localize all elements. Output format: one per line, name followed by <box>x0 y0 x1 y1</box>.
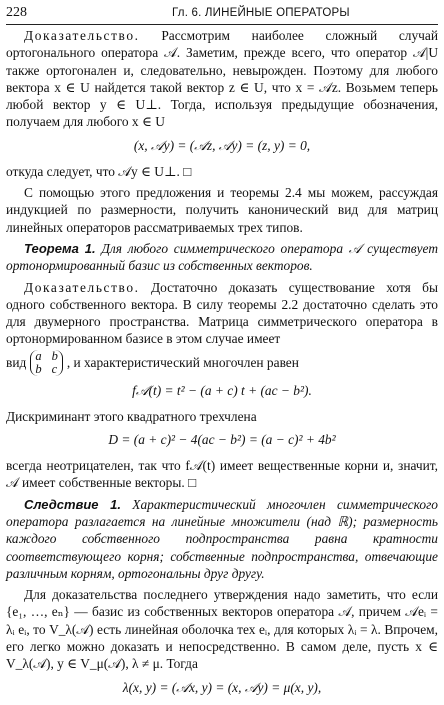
proof-label: Доказательство. <box>24 28 140 43</box>
discriminant-text: Дискриминант этого квадратного трехчлена <box>6 408 257 424</box>
theorem-label: Теорема 1. <box>24 240 96 256</box>
matrix-cell: a <box>35 348 42 363</box>
proof-conclusion-2: всегда неотрицателен, так что f𝒜(t) имеет вещественные корни и, значит, 𝒜 имеет собственные векторы. □ <box>6 458 438 491</box>
corollary-1 <box>6 496 438 582</box>
matrix-2x2 <box>30 350 63 376</box>
proof-conclusion: откуда следует, что 𝒜y ∈ U⊥. □ <box>6 163 192 179</box>
proof-text: Рассмотрим наиболее сложный случай ортогонального оператора 𝒜. Заметим, прежде всего, что оператор 𝒜|U также ортогонален и, следовательно, невырожден. Поэтому для любого вектора x ∈ U найдется такой вектор z ∈ U, что x = 𝒜z. Возьмем теперь любой вектор y ∈ U⊥. Тогда, используя предыдущие обозначения, получаем для любого x ∈ U <box>6 28 438 130</box>
matrix-prefix: вид <box>6 355 27 371</box>
theorem-1 <box>6 240 438 275</box>
matrix-cell: b <box>51 348 58 363</box>
formula-orthogonality: (x, 𝒜y) = (𝒜z, 𝒜y) = (z, y) = 0, <box>133 137 311 153</box>
proof-paragraph-2 <box>6 279 438 348</box>
matrix-suffix: , и характеристический многочлен равен <box>66 355 299 371</box>
proof-paragraph-3: Для доказательства последнего утверждения надо заметить, что если {e₁, …, eₙ} — базис из собственных векторов оператора 𝒜, причем 𝒜eᵢ = λᵢ eᵢ, то V_λ(𝒜) есть линейная оболочка тех eᵢ, для которых λᵢ = λ. Впрочем, его легко можно доказать и непосредственно. В самом деле, пусть x ∈ V_λ(𝒜), y ∈ V_μ(𝒜), λ ≠ μ. Тогда <box>6 587 438 672</box>
formula-eigen-orthogonality: λ(x, y) = (𝒜x, y) = (x, 𝒜y) = μ(x, y), <box>122 679 322 695</box>
induction-paragraph: С помощью этого предложения и теоремы 2.4 мы можем, рассуждая индукцией по размерности, получить канонический вид для матриц линейных операторов рассматриваемых трех типов. <box>6 185 438 235</box>
proof-text: Достаточно доказать существование хотя бы одного собственного вектора. В силу теоремы 2.2 достаточно сделать это для двумерного пространства. Матрица симметрического оператора в ортонормированном базисе в этом случае имеет <box>6 279 438 347</box>
formula-discriminant: D = (a + c)² − 4(ac − b²) = (a − c)² + 4b² <box>108 432 336 448</box>
corollary-label: Следствие 1. <box>24 496 121 512</box>
proof-label: Доказательство. <box>24 279 140 295</box>
chapter-title: Гл. 6. ЛИНЕЙНЫЕ ОПЕРАТОРЫ <box>172 7 350 19</box>
theorem-text: Для любого симметрического оператора 𝒜 существует ортонормированный базис из собственных векторов. <box>6 240 438 274</box>
proof-paragraph-1 <box>6 27 438 131</box>
formula-char-poly: f𝒜(t) = t² − (a + c) t + (ac − b²). <box>132 382 312 398</box>
running-header <box>6 2 438 25</box>
corollary-text: Характеристический многочлен симметрического оператора разлагается на линейные множители (над ℝ); размерность каждого собственного подпространства равна кратности соответствующего корня; собственные подпространства, отвечающие различным корням, ортогональны друг другу. <box>6 496 438 581</box>
page-body <box>6 27 438 705</box>
page-number: 228 <box>6 5 27 20</box>
matrix-cell: b <box>35 361 42 376</box>
matrix-cell: c <box>51 361 58 376</box>
matrix-line <box>6 350 438 376</box>
